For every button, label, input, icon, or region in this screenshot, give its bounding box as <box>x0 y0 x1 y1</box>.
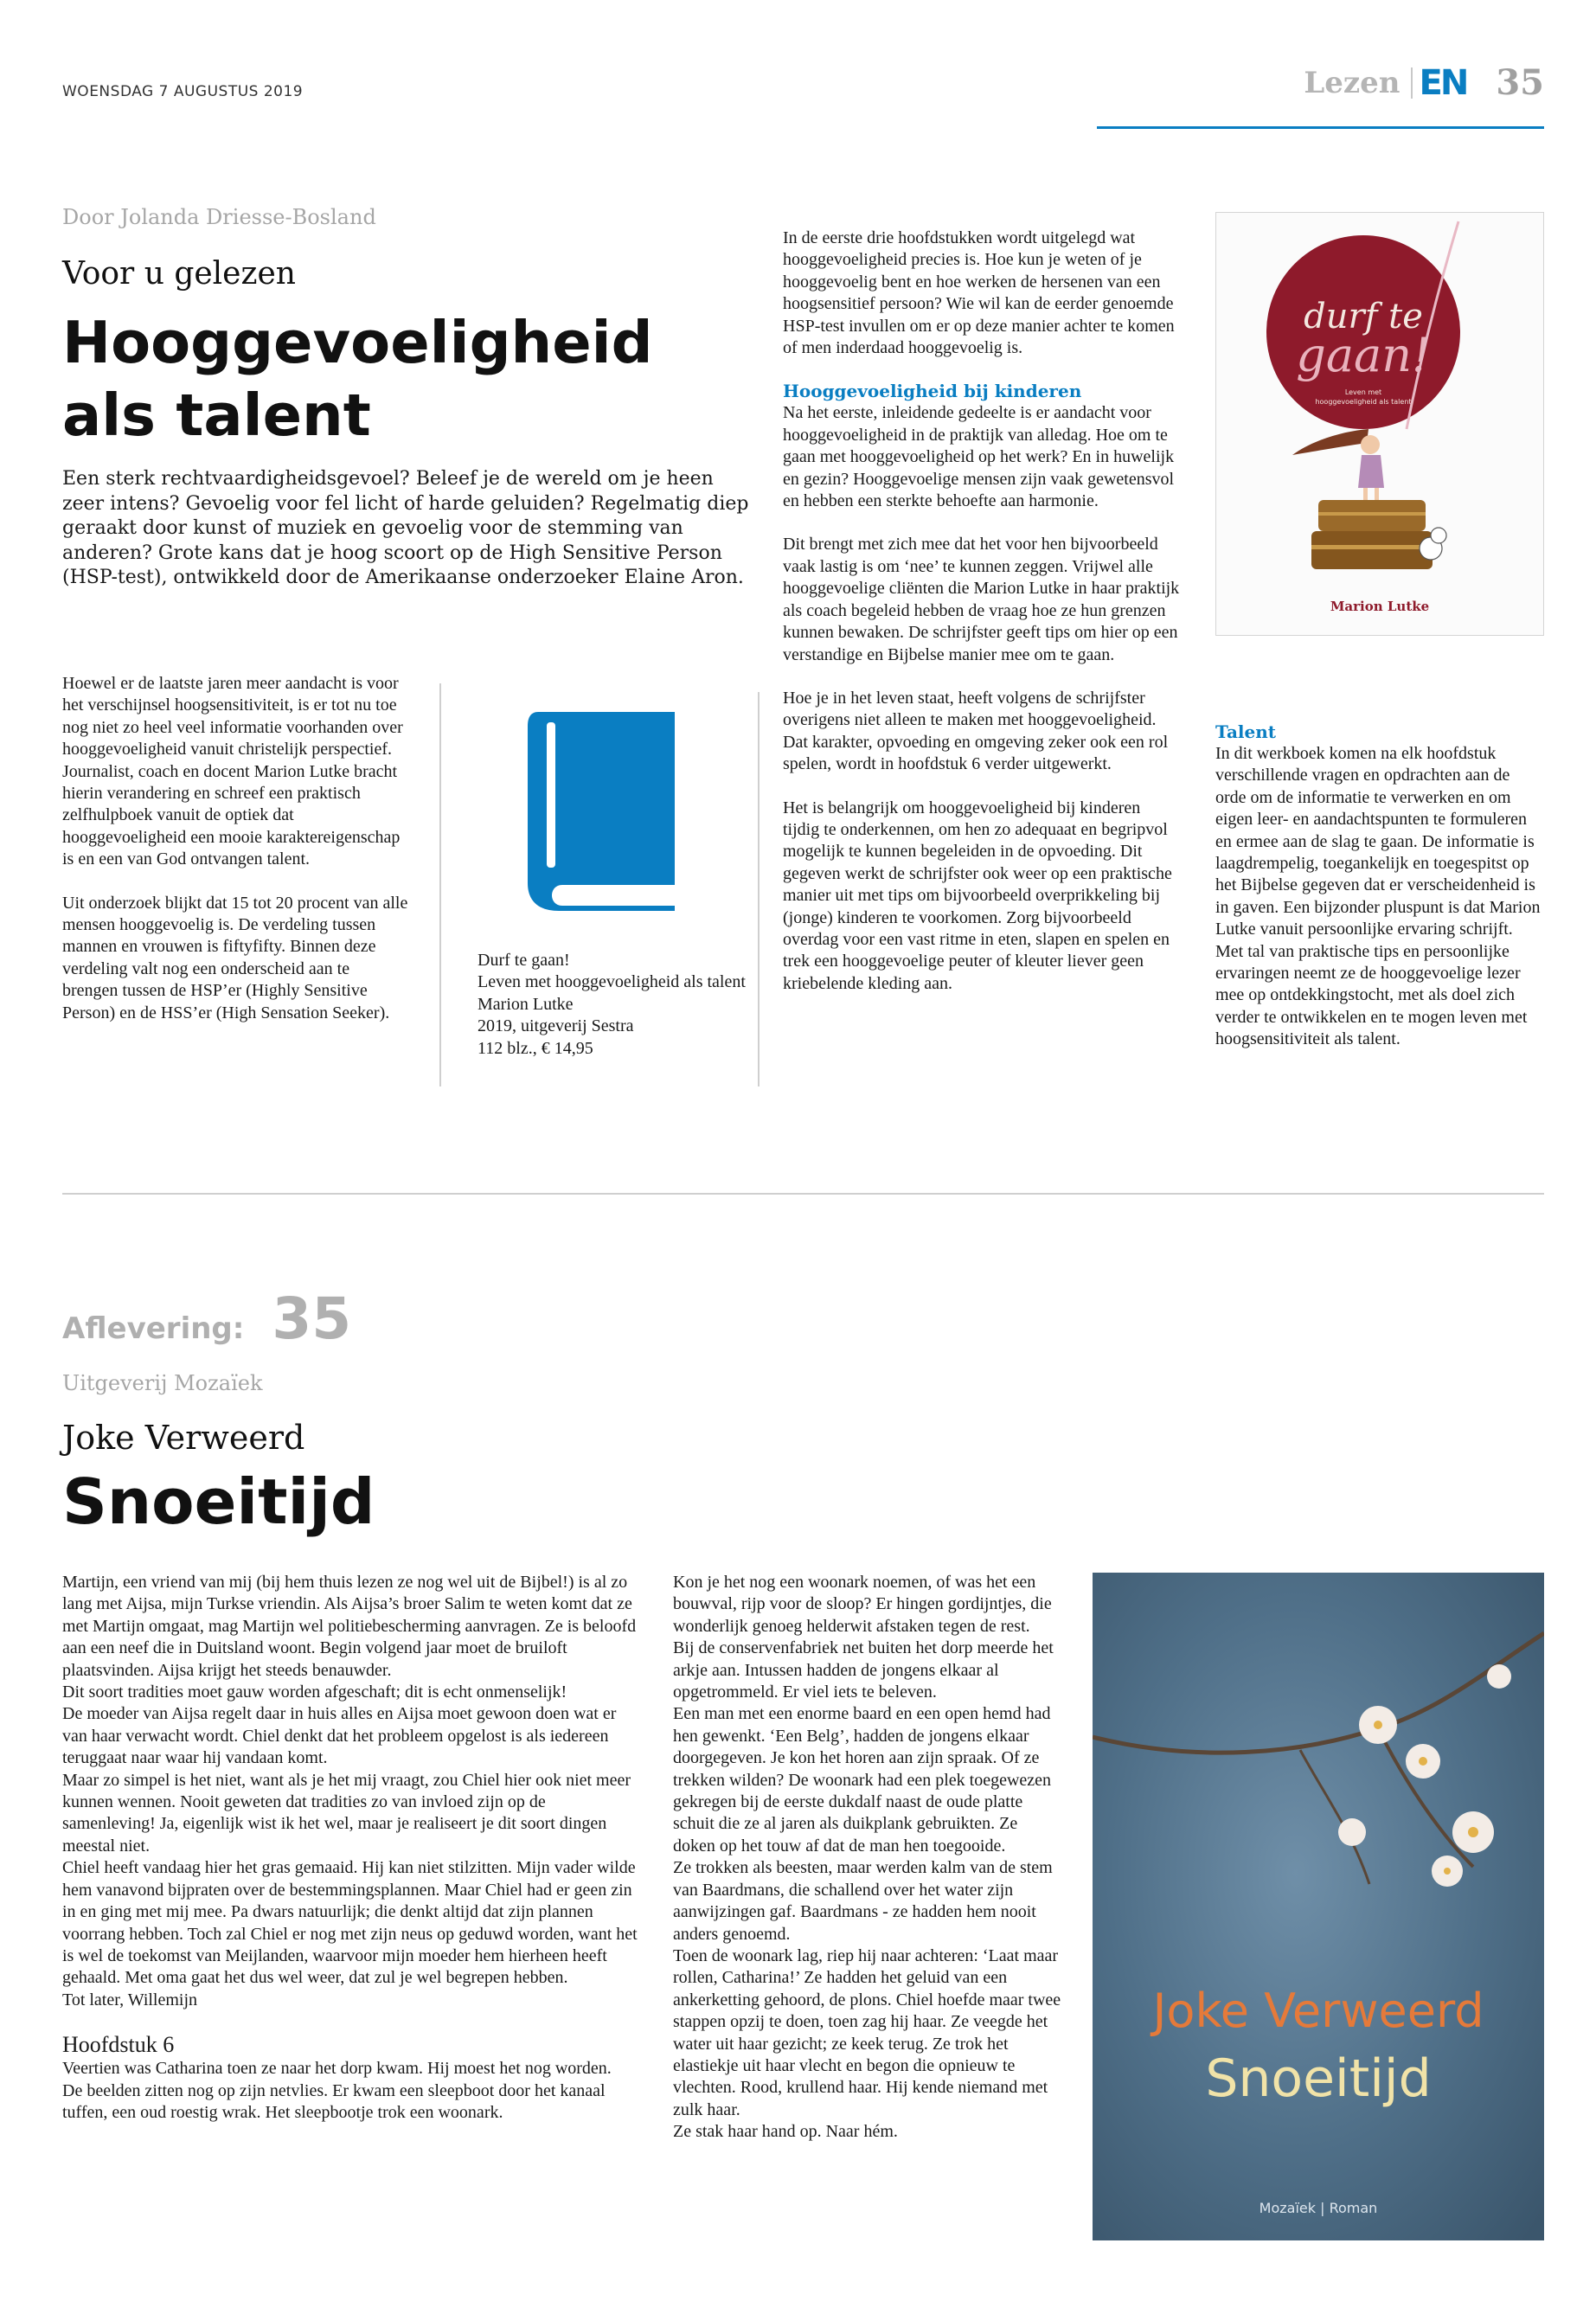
article1-subheading-talent: Talent <box>1215 721 1277 742</box>
section-label: Lezen <box>1304 65 1401 100</box>
book-info-publisher: 2019, uitgeverij Sestra <box>478 1016 634 1036</box>
article2-col1-paragraph: De moeder van Aijsa regelt daar in huis alles en Aijsa moet gewoon doen wat er van haar verwacht wordt. Chiel denkt dat het probleem opgelost is als iedereen teruggaat naar waar hij vandaan komt. <box>62 1704 617 1768</box>
column-divider <box>439 683 441 1086</box>
article2-col1-paragraph: Chiel heeft vandaag hier het gras gemaaid. Hij kan niet stilzitten. Mijn vader wilde hem vanavond bijpraten over de bestemmingsplannen. Maar Chiel had er geen zin in en ging met mij mee. Pa dwars natuurlijk; die denkt altijd dat zijn plannen voorrang hebben. Toch zal Chiel er nog met zijn neus op geduwd worden, want het is wel de toekomst van Meijlanden, waarvoor mijn moeder hem hierheen heeft gehaald. Met oma gaat het dus wel weer, dat zul je wel begrepen hebben. <box>62 1858 638 1988</box>
cover1-author: Marion Lutke <box>1330 599 1430 614</box>
article2-column1 <box>62 1572 642 2124</box>
cover1-title-line2: gaan! <box>1296 328 1431 382</box>
article1-intro: Een sterk rechtvaardigheidsgevoel? Beleef je de wereld om je heen zeer intens? Gevoelig voor fel licht of harde geluiden? Regelmatig diep geraakt door kunst of muziek en gevoelig voor de stemming van anderen? Grote kans dat je hoog scoort op de High Sensitive Person (HSP-test), ontwikkeld door de Amerikaanse onderzoeker Elaine Aron. <box>62 468 749 588</box>
book-info <box>478 950 754 1060</box>
article2-col2-paragraph: Een man met een enorme baard en een open hemd had hen gewenkt. ‘Een Belg’, hadden de jongens elkaar doorgegeven. Je kon het horen aan zijn spraak. Of ze trekken wilden? De woonark had een plek toegewezen gekregen bij de eerste dukdalf naast de oude platte schuit die ze al jaren als duikplank gebruikten. Ze doken op het touw af dat de man hen toegooide. <box>673 1704 1052 1856</box>
brand-logo: EN <box>1419 62 1467 103</box>
book-icon <box>519 705 683 913</box>
article1-col3-paragraph: In de eerste drie hoofdstukken wordt uitgelegd wat hooggevoeligheid precies is. Hoe kun je weten of je hooggevoelig bent en hoe werken de hersenen van een hoogsensitief persoon? Wie wil kan de eerder genoemde HSP-test invullen om er op deze manier achter te komen of men inderdaad hooggevoelig is. <box>783 228 1175 358</box>
issue-date: WOENSDAG 7 AUGUSTUS 2019 <box>62 83 304 100</box>
book-info-price: 112 blz., € 14,95 <box>478 1038 593 1058</box>
article2-col2-paragraph: Kon je het nog een woonark noemen, of was het een bouwval, rijp voor de sloop? Er hingen gordijntjes, die wonderlijk genoeg helderwit afstaken tegen de rest. <box>673 1573 1052 1636</box>
article1-col3-paragraph: Het is belangrijk om hooggevoeligheid bij kinderen tijdig te onderkennen, om hen zo adequaat en begripvol mogelijk te kunnen begeleiden in de opvoeding. Dit gegeven werkt de schrijfster ook weer op een praktische manier uit met tips om bijvoorbeeld overprikkeling bij (jonge) kinderen te voorkomen. Zorg bijvoorbeeld overdag voor een vast ritme in eten, slapen en spelen en trek een hooggevoelige peuter of kleuter liever geen kriebelende kleding aan. <box>783 798 1172 993</box>
article2-col2-paragraph: Ze stak haar hand op. Naar hém. <box>673 2122 898 2142</box>
book-cover-durf-te-gaan <box>1215 212 1544 636</box>
article1-headline <box>62 306 653 452</box>
article1-col1-paragraph: Hoewel er de laatste jaren meer aandacht is voor het verschijnsel hoogsensitiviteit, is er tot nu toe nog niet zo heel veel informatie voorhanden over hooggevoeligheid vanuit christelijk perspectief. Journalist, coach en docent Marion Lutke bracht hierin verandering en schreef een praktisch zelfhulpboek vanuit de optiek dat hooggevoeligheid een mooie karaktereigenschap is en een van God ontvangen talent. <box>62 674 403 869</box>
article1-kicker: Voor u gelezen <box>62 256 296 292</box>
masthead-rule <box>1097 126 1544 129</box>
episode-label: Aflevering: <box>62 1311 245 1346</box>
article1-col3-paragraph: Hoe je in het leven staat, heeft volgens de schrijfster overigens niet alleen te maken met hooggevoeligheid. Dat karakter, opvoeding en omgeving zeker ook een rol spelen, wordt in hoofdstuk 6 verder uitgewerkt. <box>783 688 1169 774</box>
article2-col2-paragraph: Bij de conservenfabriek net buiten het dorp meerde het arkje aan. Intussen hadden de jongens elkaar al opgetrommeld. Er viel iets te beleven. <box>673 1638 1054 1702</box>
article2-col1-paragraph: Tot later, Willemijn <box>62 1990 198 2009</box>
episode-number: 35 <box>272 1285 352 1352</box>
cover2-title: Snoeitijd <box>1205 2048 1432 2109</box>
book-info-subtitle: Leven met hooggevoeligheid als talent <box>478 972 746 992</box>
article1-column1 <box>62 673 408 1024</box>
article1-headline-line1: Hooggevoeligheid <box>62 309 653 376</box>
article2-publisher: Uitgeverij Mozaïek <box>62 1371 263 1395</box>
masthead <box>1304 62 1544 103</box>
article2-col1-paragraph: Dit soort tradities moet gauw worden afgeschaft; dit is echt onmenselijk! <box>62 1682 567 1702</box>
book-info-author: Marion Lutke <box>478 994 574 1014</box>
article2-title: Snoeitijd <box>62 1465 375 1538</box>
article2-col1-paragraph: Martijn, een vriend van mij (bij hem thuis lezen ze nog wel uit de Bijbel!) is al zo lang met Aijsa, mijn Turkse vriendin. Als Aijsa’s broer Salim te weten komt dat ze met Martijn omgaat, mag Martijn wel politiebescherming aanvragen. Ze is beloofd aan een neef die in Duitsland woont. Begin volgend jaar moet de bruiloft plaatsvinden. Aijsa krijgt het steeds benauwder. <box>62 1573 637 1680</box>
section-divider <box>62 1193 1544 1195</box>
article2-col2-paragraph: Ze trokken als beesten, maar werden kalm van de stem van Baardmans, die schallend over het water zijn aanwijzingen gaf. Baardmans - ze hadden hem nooit anders genoemd. <box>673 1858 1053 1944</box>
article2-col2-paragraph: Toen de woonark lag, riep hij naar achteren: ‘Laat maar rollen, Catharina!’ Ze hadden het geluid van een ankerketting gehoord, de plons. Chiel hoefde maar twee stappen opzij te doen, toen zag hij haar. Ze veegde het water uit haar gezicht; ze keek terug. Ze trok het elastiekje uit haar vlecht en begon die opnieuw te vlechten. Rood, krullend haar. Hij kende niemand met zulk haar. <box>673 1945 1061 2119</box>
article1-column4 <box>1215 721 1544 1051</box>
episode-heading <box>62 1285 351 1352</box>
cover1-tagline-line2: hooggevoeligheid als talent <box>1315 398 1412 406</box>
chapter-paragraph: De beelden zitten nog op zijn netvlies. Er kwam een sleepboot door het kanaal tuffen, een oud roestig wrak. Het sleepbootje trok een woonark. <box>62 2080 606 2122</box>
cover1-title-line1: durf te <box>1304 297 1423 336</box>
chapter-heading: Hoofdstuk 6 <box>62 2032 175 2058</box>
article1-byline: Door Jolanda Driesse-Bosland <box>62 205 376 229</box>
column-divider <box>758 692 760 1086</box>
article1-col1-paragraph: Uit onderzoek blijkt dat 15 tot 20 procent van alle mensen hooggevoelig is. De verdeling tussen mannen en vrouwen is fiftyfifty. Binnen deze verdeling valt nog een onderscheid aan te brengen tussen de HSP’er (Highly Sensitive Person) en de HSS’er (High Sensation Seeker). <box>62 893 408 1022</box>
article2-column2 <box>673 1572 1062 2144</box>
article1-col4-paragraph: In dit werkboek komen na elk hoofdstuk verschillende vragen en opdrachten aan de orde om de informatie te verwerken en om eigen leer- en aandachtspunten te formuleren en ermee aan de slag te gaan. De informatie is laagdrempelig, toegankelijk en toegespitst op het Bijbelse gegeven dat er verscheidenheid is in gaven. Een bijzonder pluspunt is dat Marion Lutke vanuit persoonlijke ervaring schrijft. Met tal van praktische tips en persoonlijke ervaringen neemt ze de hooggevoelige lezer mee op ontdekkingstocht, met als doel zich verder te ontwikkelen en te mogen leven met hoogsensitiviteit als talent. <box>1215 744 1541 1049</box>
cover1-tagline-line1: Leven met <box>1344 388 1382 396</box>
article1-headline-line2: als talent <box>62 381 371 449</box>
article1-col3-paragraph: Na het eerste, inleidende gedeelte is er aandacht voor hooggevoeligheid in de praktijk van alledag. Hoe om te gaan met hooggevoeligheid op het werk? En in huwelijk en gezin? Hooggevoelige mensen zijn vaak gewetensvol en hebben een sterkte behoefte aan harmonie. <box>783 403 1175 511</box>
article2-col1-paragraph: Maar zo simpel is het niet, want als je het mij vraagt, zou Chiel hier ook niet meer kunnen wennen. Nooit geweten dat tradities zo van invloed zijn op de samenleving! Ja, eigenlijk wist ik het wel, maar je realiseert je dit soort dingen meestal niet. <box>62 1770 631 1856</box>
book-cover-snoeitijd <box>1093 1573 1544 2240</box>
article1-column3 <box>783 228 1181 995</box>
cover2-author: Joke Verweerd <box>1152 1984 1484 2038</box>
chapter-paragraph: Veertien was Catharina toen ze naar het dorp kwam. Hij moest het nog worden. <box>62 2059 612 2079</box>
cover2-footer: Mozaïek | Roman <box>1259 2200 1378 2216</box>
article1-col3-paragraph: Dit brengt met zich mee dat het voor hen bijvoorbeeld vaak lastig is om ‘nee’ te kunnen zeggen. Vrijwel alle hooggevoelige cliënten die Marion Lutke in haar praktijk als coach begeleid hebben de vraag hoe ze hun grenzen kunnen bewaken. De schrijfster geeft tips om hier op een verstandige en Bijbelse manier mee om te gaan. <box>783 535 1180 664</box>
article2-author: Joke Verweerd <box>62 1419 305 1457</box>
book-info-title: Durf te gaan! <box>478 951 570 970</box>
masthead-divider <box>1411 67 1413 99</box>
article1-subheading: Hooggevoeligheid bij kinderen <box>783 381 1082 402</box>
page-number: 35 <box>1496 62 1544 103</box>
